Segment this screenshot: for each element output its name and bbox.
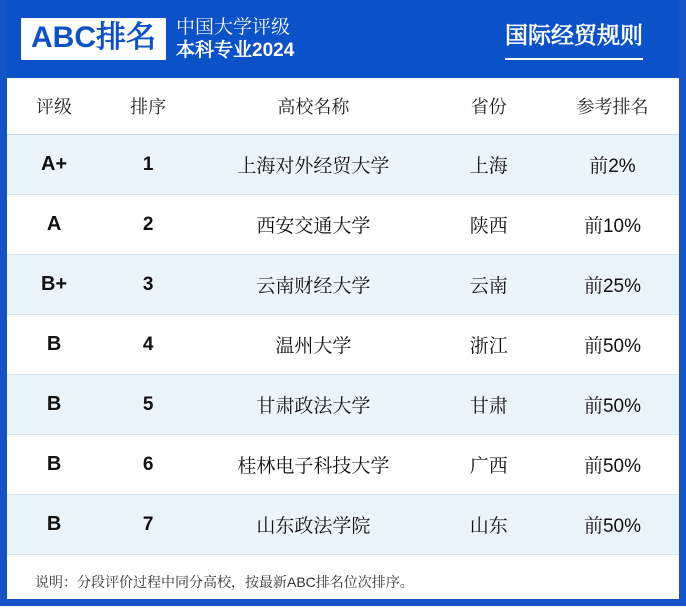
table-row (7, 315, 679, 375)
table-row (7, 135, 679, 195)
cell-school: 西安交通大学 (195, 195, 432, 255)
cell-reference-rank: 前2% (546, 135, 679, 195)
column-header-rank: 排序 (101, 78, 195, 135)
cell-rank: 5 (101, 375, 195, 435)
cell-province: 甘肃 (432, 375, 546, 435)
table-body (7, 135, 679, 555)
column-header-reference-rank: 参考排名 (546, 78, 679, 135)
cell-province: 云南 (432, 255, 546, 315)
cell-rank: 7 (101, 495, 195, 555)
table-header (7, 78, 679, 135)
cell-province: 山东 (432, 495, 546, 555)
cell-grade: B (7, 495, 101, 555)
cell-grade: B+ (7, 255, 101, 315)
table-row (7, 195, 679, 255)
header-title-line1: 中国大学评级 (176, 16, 291, 38)
table-row (7, 375, 679, 435)
column-header-grade: 评级 (7, 78, 101, 135)
cell-province: 上海 (432, 135, 546, 195)
cell-rank: 2 (101, 195, 195, 255)
cell-province: 陕西 (432, 195, 546, 255)
brand-logo: ABC排名 (21, 18, 166, 60)
cell-rank: 6 (101, 435, 195, 495)
cell-grade: B (7, 375, 101, 435)
cell-reference-rank: 前25% (546, 255, 679, 315)
footer-note: 说明：分段评价过程中同分高校，按最新ABC排名位次排序。 (35, 574, 414, 590)
cell-grade: B (7, 435, 101, 495)
cell-rank: 4 (101, 315, 195, 375)
bottom-accent-bar (0, 599, 686, 606)
cell-grade: A (7, 195, 101, 255)
cell-school: 温州大学 (195, 315, 432, 375)
table-row (7, 255, 679, 315)
cell-reference-rank: 前10% (546, 195, 679, 255)
cell-province: 浙江 (432, 315, 546, 375)
cell-rank: 1 (101, 135, 195, 195)
header-title-group (176, 16, 294, 62)
table-row (7, 435, 679, 495)
header-title-line2: 本科专业2024 (176, 40, 295, 61)
cell-grade: A+ (7, 135, 101, 195)
cell-school: 云南财经大学 (195, 255, 432, 315)
header (7, 0, 679, 78)
cell-reference-rank: 前50% (546, 315, 679, 375)
subject-title: 国际经贸规则 (505, 18, 643, 60)
cell-rank: 3 (101, 255, 195, 315)
table-row (7, 495, 679, 555)
cell-school: 甘肃政法大学 (195, 375, 432, 435)
column-header-school: 高校名称 (195, 78, 432, 135)
cell-reference-rank: 前50% (546, 435, 679, 495)
cell-reference-rank: 前50% (546, 375, 679, 435)
cell-province: 广西 (432, 435, 546, 495)
cell-grade: B (7, 315, 101, 375)
cell-school: 山东政法学院 (195, 495, 432, 555)
column-header-province: 省份 (432, 78, 546, 135)
table-header-row (7, 78, 679, 135)
cell-school: 上海对外经贸大学 (195, 135, 432, 195)
cell-reference-rank: 前50% (546, 495, 679, 555)
cell-school: 桂林电子科技大学 (195, 435, 432, 495)
ranking-table (7, 78, 679, 555)
